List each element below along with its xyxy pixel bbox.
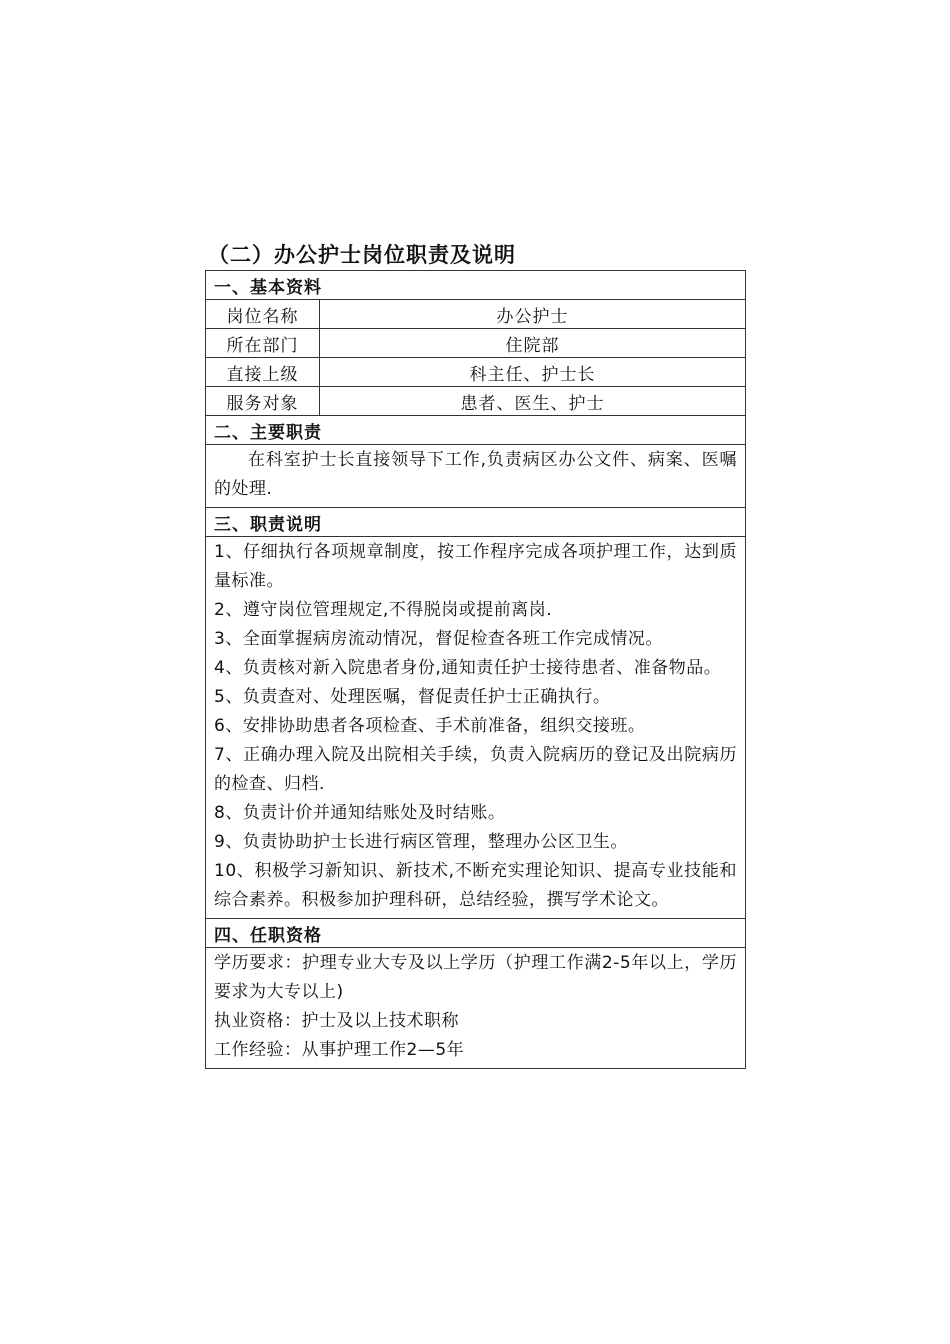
info-label: 直接上级	[206, 358, 320, 387]
duty-item: 9、负责协助护士长进行病区管理，整理办公区卫生。	[214, 832, 628, 852]
info-row-service-target	[206, 387, 746, 416]
duty-item: 7、正确办理入院及出院相关手续，负责入院病历的登记及出院病历的检查、归档.	[214, 745, 737, 794]
section-heading: 一、基本资料	[206, 271, 746, 300]
duty-item: 8、负责计价并通知结账处及时结账。	[214, 803, 506, 823]
section-main-duties-header	[206, 416, 746, 445]
duty-item: 4、负责核对新入院患者身份,通知责任护士接待患者、准备物品。	[214, 658, 722, 678]
section-heading: 三、职责说明	[206, 508, 746, 537]
info-value: 科主任、护士长	[320, 358, 746, 387]
info-value: 患者、医生、护士	[320, 387, 746, 416]
section-basic-info-header	[206, 271, 746, 300]
duty-item: 2、遵守岗位管理规定,不得脱岗或提前离岗.	[214, 600, 553, 620]
info-label: 岗位名称	[206, 300, 320, 329]
qualifications-row	[206, 948, 746, 1069]
qualification-license: 执业资格：护士及以上技术职称	[214, 1011, 459, 1031]
duty-details-row	[206, 537, 746, 919]
info-label: 所在部门	[206, 329, 320, 358]
job-description-table	[205, 270, 746, 1069]
info-label: 服务对象	[206, 387, 320, 416]
info-row-supervisor	[206, 358, 746, 387]
duty-item: 5、负责查对、处理医嘱，督促责任护士正确执行。	[214, 687, 611, 707]
duty-item: 1、仔细执行各项规章制度，按工作程序完成各项护理工作，达到质量标准。	[214, 542, 737, 591]
info-value: 住院部	[320, 329, 746, 358]
section-heading: 四、任职资格	[206, 919, 746, 948]
duty-item: 10、积极学习新知识、新技术,不断充实理论知识、提高专业技能和综合素养。积极参加护理科研，总结经验，撰写学术论文。	[214, 861, 737, 910]
info-row-position	[206, 300, 746, 329]
info-value: 办公护士	[320, 300, 746, 329]
qualification-education: 学历要求：护理专业大专及以上学历（护理工作满2-5年以上，学历要求为大专以上)	[214, 953, 737, 1002]
info-row-department	[206, 329, 746, 358]
qualification-experience: 工作经验：从事护理工作2—5年	[214, 1040, 465, 1060]
section-heading: 二、主要职责	[206, 416, 746, 445]
main-duties-text: 在科室护士长直接领导下工作,负责病区办公文件、病案、医嘱的处理.	[214, 450, 737, 499]
main-duties-row	[206, 445, 746, 508]
section-duty-details-header	[206, 508, 746, 537]
duty-item: 3、全面掌握病房流动情况，督促检查各班工作完成情况。	[214, 629, 663, 649]
document-title: （二）办公护士岗位职责及说明	[208, 243, 516, 267]
section-qualifications-header	[206, 919, 746, 948]
duty-item: 6、安排协助患者各项检查、手术前准备，组织交接班。	[214, 716, 646, 736]
